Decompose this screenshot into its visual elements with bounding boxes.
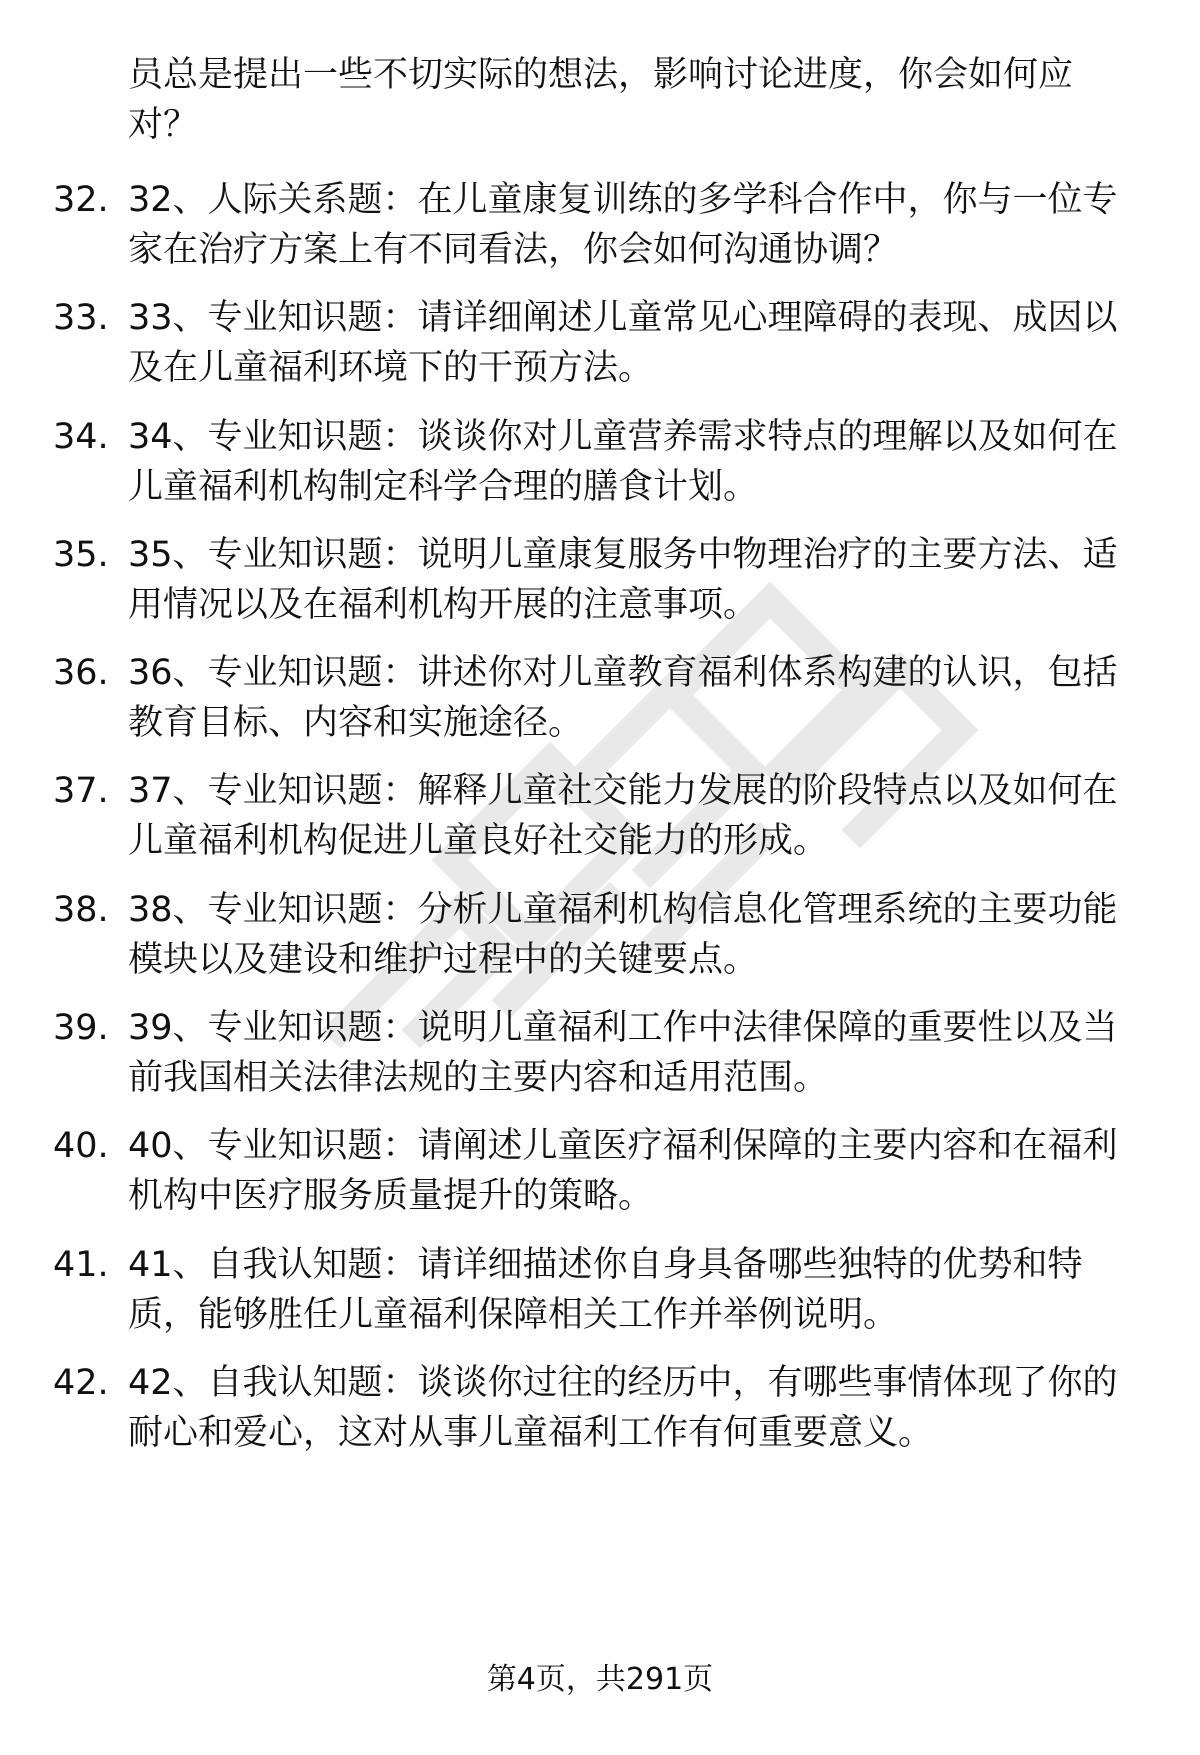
question-text: 39、专业知识题：说明儿童福利工作中法律保障的重要性以及当前我国相关法律法规的主要内容和适用范围。 [128,1008,1118,1098]
question-text: 37、专业知识题：解释儿童社交能力发展的阶段特点以及如何在儿童福利机构促进儿童良好社交能力的形成。 [128,771,1118,861]
question-text: 42、自我认知题：谈谈你过往的经历中，有哪些事情体现了你的耐心和爱心，这对从事儿童福利工作有何重要意义。 [128,1363,1118,1453]
question-text: 32、人际关系题：在儿童康复训练的多学科合作中，你与一位专家在治疗方案上有不同看法，你会如何沟通协调？ [128,180,1118,270]
question-text: 34、专业知识题：谈谈你对儿童营养需求特点的理解以及如何在儿童福利机构制定科学合理的膳食计划。 [128,417,1118,507]
question-text: 33、专业知识题：请详细阐述儿童常见心理障碍的表现、成因以及在儿童福利环境下的干预方法。 [128,298,1118,388]
question-number: 36. [53,653,109,693]
question-number: 40. [53,1126,109,1166]
page-footer: 第4页，共291页 [486,1662,714,1697]
question-number: 38. [53,890,109,930]
question-text: 35、专业知识题：说明儿童康复服务中物理治疗的主要方法、适用情况以及在福利机构开展的注意事项。 [128,535,1118,625]
question-text: 41、自我认知题：请详细描述你自身具备哪些独特的优势和特质，能够胜任儿童福利保障相关工作并举例说明。 [128,1245,1083,1335]
question-number: 35. [53,535,109,575]
question-number: 37. [53,771,109,811]
question-text: 38、专业知识题：分析儿童福利机构信息化管理系统的主要功能模块以及建设和维护过程中的关键要点。 [128,890,1118,980]
question-text: 40、专业知识题：请阐述儿童医疗福利保障的主要内容和在福利机构中医疗服务质量提升的策略。 [128,1126,1118,1216]
question-number: 39. [53,1008,109,1048]
question-number: 33. [53,298,109,338]
continuation-text: 员总是提出一些不切实际的想法，影响讨论进度，你会如何应对？ [128,55,1074,145]
question-number: 42. [53,1363,109,1403]
question-text: 36、专业知识题：讲述你对儿童教育福利体系构建的认识，包括教育目标、内容和实施途径。 [128,653,1118,743]
question-number: 41. [53,1245,109,1285]
question-number: 34. [53,417,109,457]
question-number: 32. [53,180,109,220]
